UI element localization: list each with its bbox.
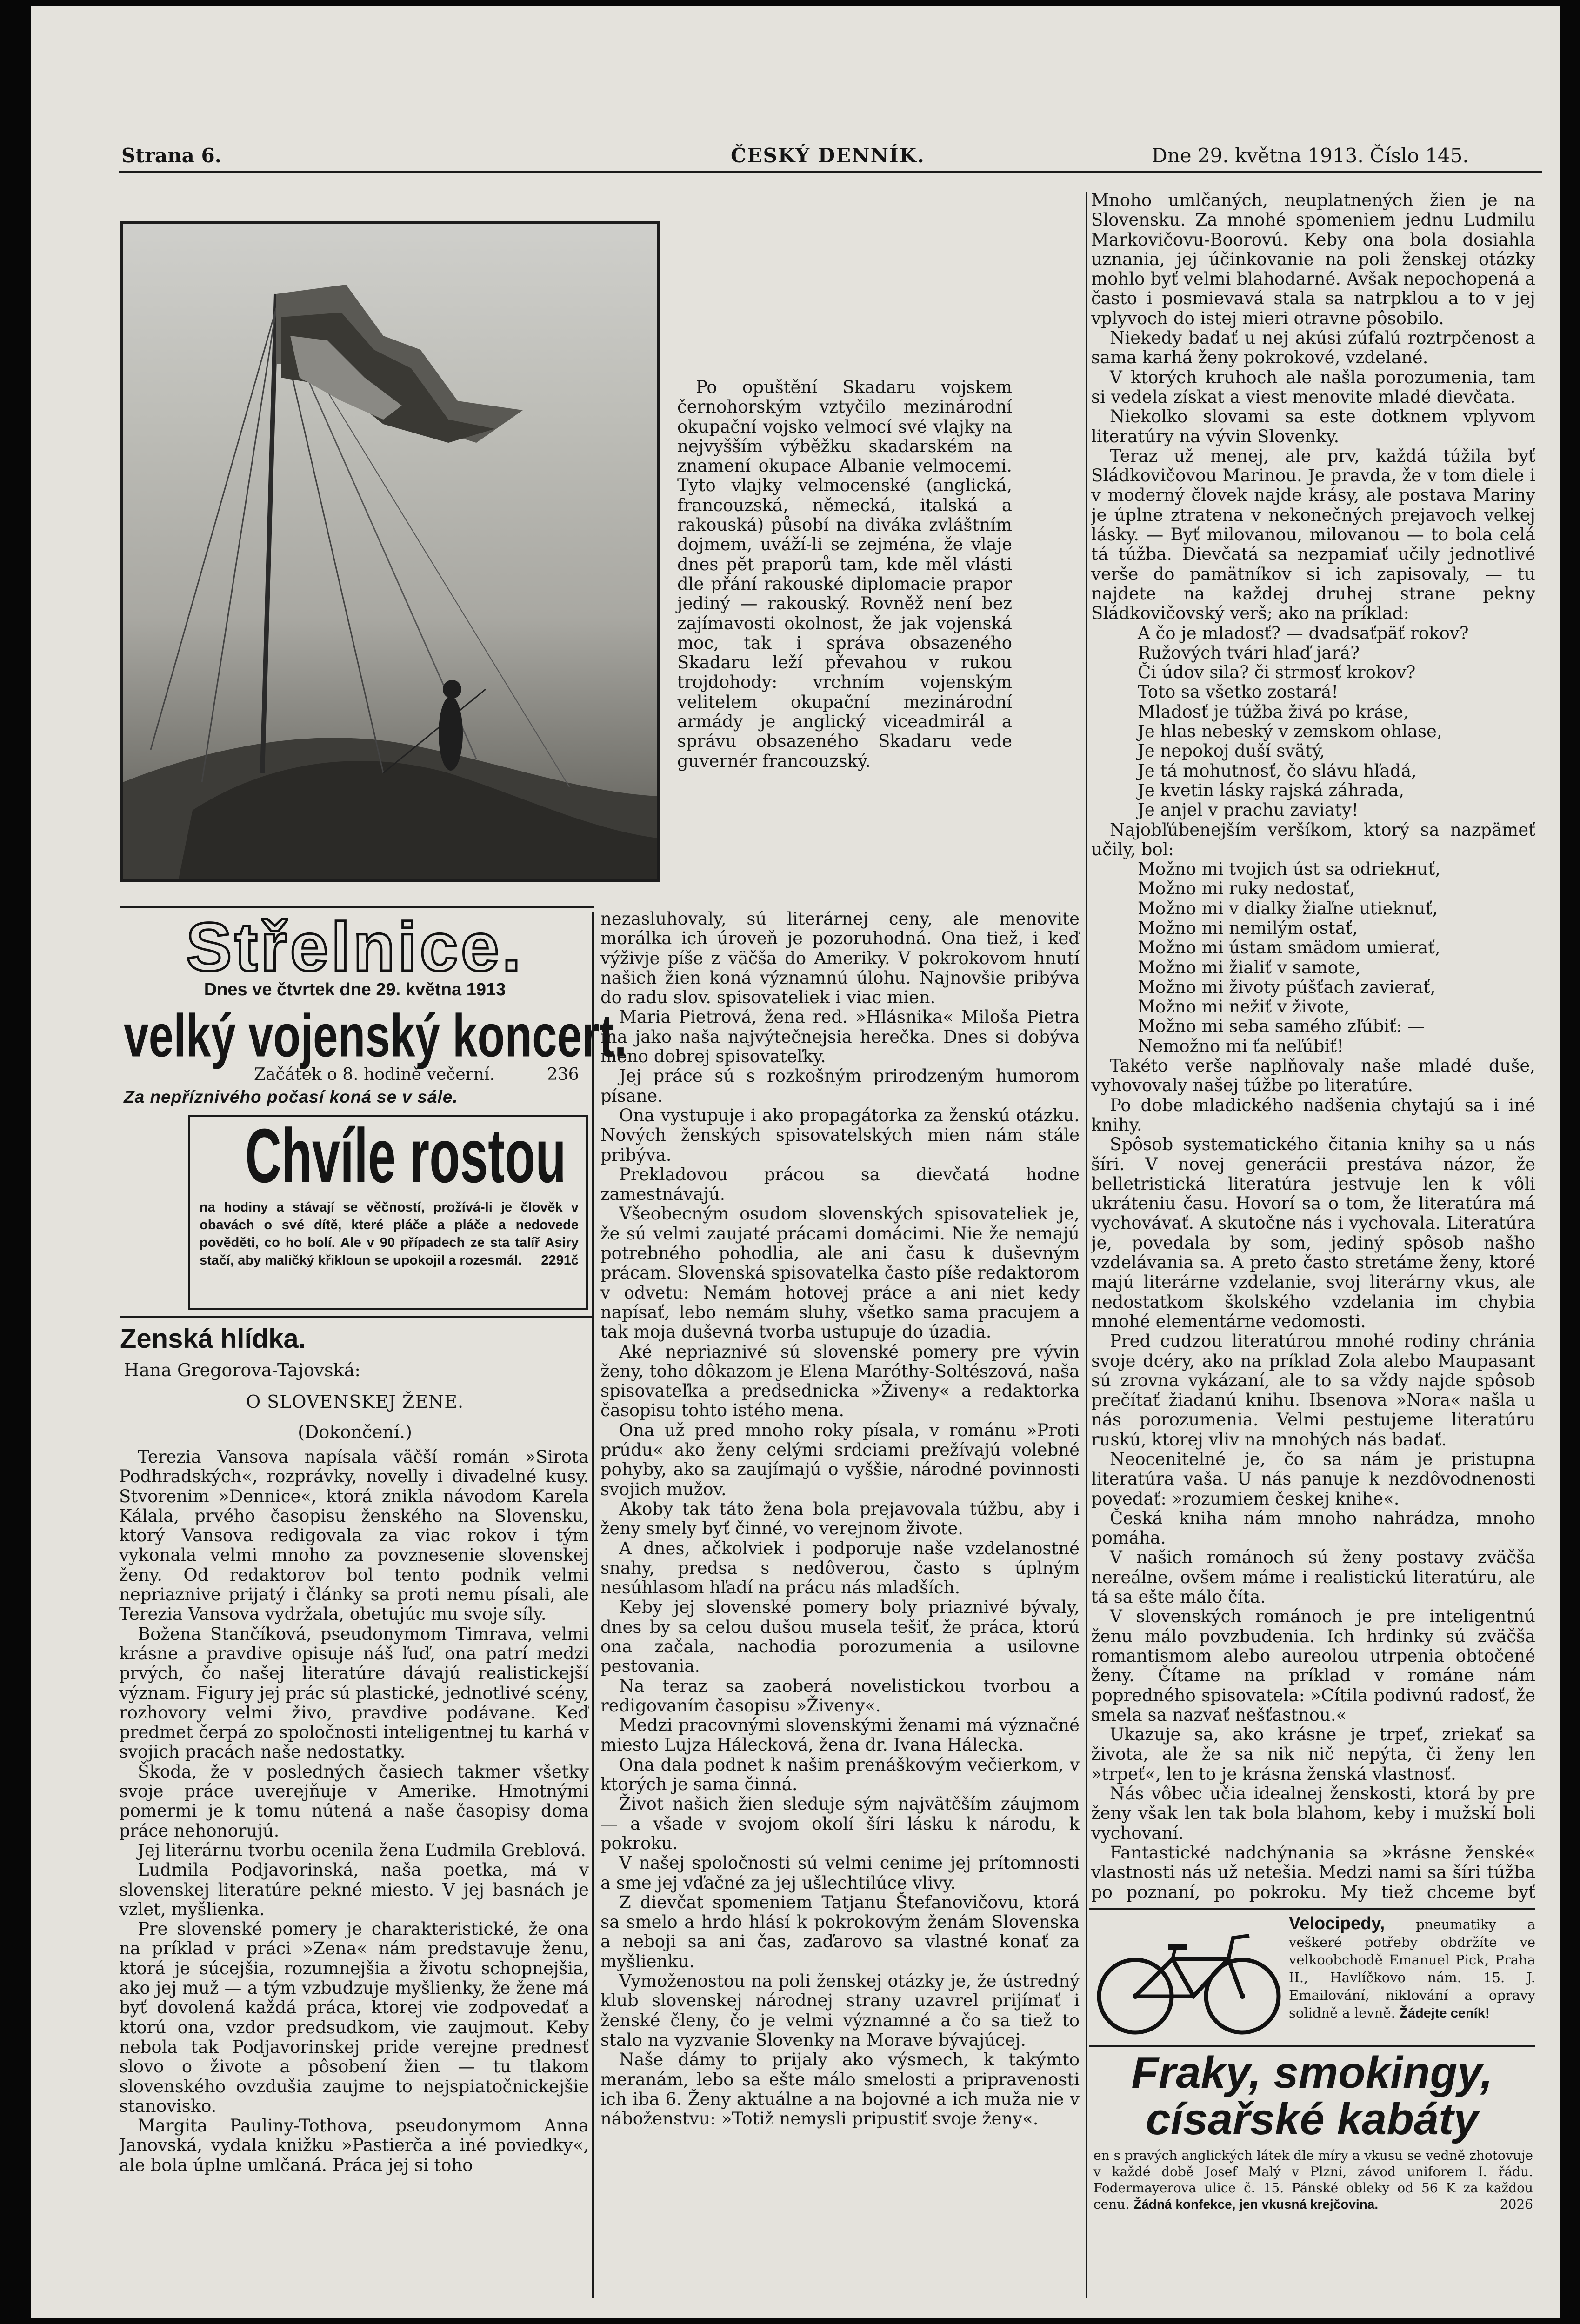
col2-paragraph: Akoby tak táto žena bola prejavovala túžbu, aby i ženy smely byť činné, vo verejnom živote. <box>600 1498 1080 1539</box>
strelnice-title: Střelnice. <box>186 909 524 986</box>
poem-line: Možno mi tvojich úst sa odriekнuť, <box>1138 859 1441 879</box>
poem-mozno <box>1091 859 1535 1056</box>
col3-paragraph: Najobľúbenejším veršíkom, ktorý sa nazpämeť učily, bol: <box>1091 819 1535 859</box>
col2-paragraph: Jej práce sú s rozkošným prirodzeným humorom písane. <box>600 1066 1080 1106</box>
col1-paragraph: Božena Stančíková, pseudonymom Timrava, velmi krásne a pravdive opisuje náš ľuď, ona patrí medzi prvých, čo našej literatúre dávajú realistickejší význam. Figury jej prác sú plastické, jednotlivé scény, rozhovory velmi živo, pravdive podávane. Keď predmet čerpá zo spoločnosti inteligentnej tu karhá v svojich pracách naše nedostatky. <box>119 1624 589 1762</box>
article-column-1 <box>119 1447 589 2298</box>
col2-paragraph: Na teraz sa zaoberá novelistickou tvorbou a redigovaním časopisu »Živeny«. <box>600 1676 1080 1716</box>
frak-ad-number: 2026 <box>1500 2197 1533 2212</box>
col3-paragraph: Takéto verše naplňovaly naše mladé duše, vyhovovaly našej túžbe po literatúre. <box>1091 1056 1535 1096</box>
frak-ad-footer: Žádná konfekce, jen vkusná krejčovina. <box>1133 2197 1379 2211</box>
poem-line: Ružových tvári hlaď jará? <box>1138 642 1360 663</box>
col2-paragraph: Maria Pietrová, žena red. »Hlásnika« Miloša Pietra ina jako naša najvýtečnejsia herečka. Dnes si dobýva meno dobrej spisovateľky. <box>600 1007 1080 1067</box>
frak-headline-1: Fraky, smokingy, <box>1131 2048 1493 2098</box>
frak-ad-body: en s pravých anglických látek dle míry a vkusu se vedně zhotovuje v každé době Josef Malý v Plzni, závod uniforem I. řádu. Fodermayerova ulice č. 15. Pánské obleky od 56 K za každou cenu. <box>1093 2148 1533 2212</box>
col2-paragraph: V našej spoločnosti sú velmi cenime jej prítomnosti a sme jej vďačné za jej ušlechtilúce vlivy. <box>600 1853 1080 1893</box>
flags-on-hill-image <box>123 224 657 879</box>
flag-photo <box>120 221 660 882</box>
bicycle-ad-cta: Žádejte ceník! <box>1400 2006 1490 2021</box>
col1-paragraph: Margita Pauliny-Tothova, pseudonymom Anna Janovská, vydala knižku »Pastierča a iné poviedky«, ale bola úplne umlčaná. Práca jej si toho <box>119 2116 589 2175</box>
col3-paragraph: Ukazuje sa, ako krásne je trpeť, zriekať sa života, ale že sa nik nič nepýta, či ženy len »trpeť«, len to je krásna ženská vlastnosť. <box>1091 1725 1535 1784</box>
poem-line: Možno mi žialiť v samote, <box>1138 957 1361 978</box>
col2-paragraph: Prekladovou prácou sa dievčatá hodne zamestnávajú. <box>600 1164 1080 1205</box>
col2-paragraph: Ona už pred mnoho roky písala, v románu »Proti prúdu« ako ženy celými srdciami prežívajú volebné pohyby, ako sa zaujímajú o vyššie, národné povinnosti svojich mužov. <box>600 1420 1080 1499</box>
poem-line: Mladosť je túžba živá po kráse, <box>1138 701 1409 722</box>
photo-caption <box>677 378 1012 771</box>
col1-paragraph: Terezia Vansova napísala väčší román »Sirota Podhradských«, rozprávky, novelly i divadelné kusy. Stvorenim »Dennice«, ktorá znikla návodom Karela Kálala, prvého časopisu ženského na Slovensku, ktorý Vansova redigovala za viac rokov i tým vykonala velmi mnoho za povznesenie slovenskej ženy. Od redaktorov bol tento podnik velmi nepriaznive prijatý i články sa proti nemu písali, ale Terezia Vansova vydržala, obetujúc mu svoje síly. <box>119 1447 589 1625</box>
bicycle-ad-rule <box>1089 1908 1535 1910</box>
col2-paragraph: Naše dámy to prijaly ako výsmech, k takýmto meranám, lebo sa ešte málo smelosti a pripravenosti ich iba 6. Ženy aktuálne a na bojovné a ich muža nie v náboženstvu: »Totiž nemysli pripustiť svoje ženy«. <box>600 2050 1080 2129</box>
poem-line: Možno mi nemilým ostať, <box>1138 918 1358 938</box>
poem-line: Možno mi seba samého zľúbiť: — <box>1138 1016 1425 1037</box>
col2-paragraph: Medzi pracovnými slovenskými ženami má význačné miesto Lujza Hálecková, žena dr. Ivana Hálecka. <box>600 1715 1080 1755</box>
strelnice-headline: velký vojenský koncert. <box>124 1002 627 1070</box>
column-rule-right <box>1086 192 1087 2298</box>
col3-paragraph: Spôsob systematického čitania knihy sa u nás šíri. V novej generácii prestáva názor, že belletristická literatúra jestvuje len k vôli ukráteniu času. Hovorí sa o tom, že literatúra má vychovávať. A skutočne nás i vychovala. Literatúra je, povedala by som, jediný spôsob našho vzdelávania sa. A preto často stretáme ženy, ktoré majú literárne vzdelanie, svoj literárny vkus, ale nedostatkom školského vzdelania im chybia mnohé elementárne vedomosti. <box>1091 1134 1535 1332</box>
col2-paragraph: Vymoženostou na poli ženskej otázky je, že ústredný klub slovenskej národnej strany uzavrel prijímať i ženské členy, čo je velmi významné a čo sa tiež to stalo na vyzvanie Slovenky na Morave bývajúcej. <box>600 1971 1080 2050</box>
col3-paragraph: Niekedy badať u nej akúsi zúfalú roztrpčenost a sama karhá ženy pokrokové, vzdelané. <box>1091 328 1535 368</box>
col2-paragraph: nezasluhovaly, sú literárnej ceny, ale menovite morálka ich úroveň je pozoruhodná. Ona tiež, i keď výživje píše z väčša do Ameriky. V pokrokovom hnutí našich žien koná významnú úlohu. Najnovšie pribýva do radu slov. spisovateliek i viac mien. <box>600 909 1080 1008</box>
strelnice-start-time: Začátek o 8. hodině večerní. <box>254 1065 495 1084</box>
header-rule <box>119 171 1542 173</box>
col2-paragraph: Aké nepriaznivé sú slovenské pomery pre vývin ženy, toho dôkazom je Elena Maróthy-Soltészová, naša spisovateľka a predsednicka »Živeny« a redaktorka časopisu tohto istého mena. <box>600 1341 1080 1421</box>
col2-paragraph: Z dievčat spomeniem Tatjanu Štefanovičovu, ktorá sa smelo a hrdo hlásí k pokrokovým ženám Slovenska a neboji sa ani čas, zaďarovo sa vlastné konať za myšlienku. <box>600 1892 1080 1971</box>
strelnice-ad-number: 236 <box>547 1065 579 1084</box>
poem-line: Je tá mohutnosť, čo slávu hľadá, <box>1138 760 1417 781</box>
col3-paragraph: V ktorých kruhoch ale našla porozumenia, tam si vedela získat a viest menovite mladé dievčata. <box>1091 367 1535 407</box>
col1-paragraph: Jej literárnu tvorbu ocenila žena Ľudmila Greblová. <box>138 1840 586 1860</box>
poem-line: Je hlas nebeský v zemskom ohlase, <box>1138 721 1442 742</box>
poem-line: Možno mi nežiť v živote, <box>1138 997 1350 1017</box>
chvile-headline: Chvíle rostou <box>245 1112 567 1199</box>
bicycle-icon <box>1093 1917 1284 2038</box>
section-title: Zenská hlídka. <box>120 1324 306 1354</box>
article-column-3 <box>1091 191 1535 1902</box>
poem-line: Toto sa všetko zostará! <box>1138 682 1339 702</box>
poem-line: A čo je mladosť? — dvadsaťpäť rokov? <box>1138 623 1469 643</box>
article-author: Hana Gregorova-Tajovská: <box>124 1360 361 1380</box>
caption-text: Po opuštění Skadaru vojskem černohorským vztyčilo mezinárodní okupační vojsko velmocí své vlajky na nejvyšším výběžku skadarském na znamení okupace Albanie velmocemi. Tyto vlajky velmocenské (anglická, francouzská, německá, italská a rakouská) působí na diváka zvláštním dojmem, uváží-li se zejména, že vlaje dnes pět praporů tam, kde měl vlásti dle přání rakouské diplomacie prapor jediný — rakouský. Rovněž není bez zajímavosti okolnost, že jak vojenská moc, tak i správa obsazeného Skadaru leží převahou v rukou trojdohody: vrchním vojenským velitelem okupační mezinárodní armády je anglický viceadmirál a správu obsazeného Skadaru vede guvernér francouzský. <box>677 377 1012 771</box>
poem-mladost <box>1091 624 1535 820</box>
frak-ad-text <box>1093 2147 1533 2212</box>
col1-paragraph: Ludmila Podjavorinská, naša poetka, má v slovenskej literatúre pekné miesto. V jej basnách je vzlet, myšlienka. <box>119 1860 589 1919</box>
col2-paragraph: Život našich žien sleduje sým najvätčším záujmom — a všade v svojom okolí šíri lásku k národu, k pokroku. <box>600 1794 1080 1853</box>
date-issue: Dne 29. května 1913. Číslo 145. <box>1152 144 1469 167</box>
chvile-body <box>200 1199 579 1269</box>
col1-paragraph: Škoda, že v posledných časiech takmer všetky svoje práce uverejňuje v Amerike. Hmotnými pomermi je k tomu nútená a naše časopisy doma práce nehonorujú. <box>119 1761 589 1841</box>
article-title: O SLOVENSKEJ ŽENE. <box>246 1392 464 1412</box>
frak-ad-rule <box>1089 2045 1535 2047</box>
chvile-rostou-ad <box>188 1112 588 1310</box>
strelnice-date-line: Dnes ve čtvrtek dne 29. května 1913 <box>204 980 506 999</box>
chvile-body-text: na hodiny a stávají se věčností, prožívá-li je člověk v obavách o své dítě, které pláče a pláče a nedovede pověděti, co ho bolí. Ale v 90 případech ze sta talíř Asiry stačí, aby maličký křikloun se upokojil a rozesmál. <box>200 1200 579 1268</box>
col3-paragraph: Fantastické nadchýnania sa »krásne ženské« vlastnosti nás už netešia. Medzi nami sa šíri túžba po poznaní, po pokroku. My tiež chceme byť <box>1091 1842 1535 1902</box>
bicycle-ad-lead: Velocipedy, <box>1289 1914 1385 1933</box>
poem-line: Možno mi ústam smädom umierať, <box>1138 938 1440 958</box>
col2-paragraph: Ona dala podnet k našim prenáškovým večierkom, v ktorých je sama činná. <box>600 1754 1080 1795</box>
bicycle-ad-body: pneumatiky a veškeré potřeby obdržíte ve velkoobchodě Emanuel Pick, Praha II., Havlíčkovo nám. 15. J. Emailování, niklování a opravy solidně a levně. <box>1289 1917 1536 2021</box>
article-column-2 <box>600 909 1080 2300</box>
page-number: Strana 6. <box>121 144 222 167</box>
article-subtitle: (Dokončení.) <box>298 1422 412 1442</box>
poem-line: Nemožno mi ťa neľúbiť! <box>1138 1036 1344 1056</box>
column-rule-left <box>592 912 594 2298</box>
col2-paragraph: Keby jej slovenské pomery boly priaznivé bývaly, dnes by sa celou dušou musela tešiť, že práca, ktorú ona začala, nachodia porozumenia a usilovne pestovania. <box>600 1597 1080 1677</box>
poem-line: Je anjel v prachu zaviaty! <box>1138 800 1359 820</box>
col1-paragraph: Pre slovenské pomery je charakteristické, že ona na príklad v práci »Zena« nám predstavuje ženu, ktorá je súcejšia, rozumnejšia a životu schopnejšia, ako jej muž — a tým vzbudzuje myšlienky, že žene má byť dovolená každá práca, ktorej vie zodpovedať a ktorú ona, vzdor predsudkom, vie zaujmout. Keby nebola tak Podjavorinskej pride verejne prednesť slovo o živote a pôsobení žien — tu tlakom slovenského ovzdušia zaujme to nejspiatočnickejšie stanovisko. <box>119 1919 589 2116</box>
col3-paragraph: Mnoho umlčaných, neuplatnených žien je na Slovensku. Za mnohé spomeniem jednu Ludmilu Markovičovu-Boorovú. Keby ona bola dosiahla uznania, jej účinkovanie na poli ženskej otázky mohlo byť velmi blahodarné. Avšak nepochopená a často i posmievavá stala sa natrpklou a to v jej vplyvoch do istej mieri otravne pôsobilo. <box>1091 191 1535 328</box>
strelnice-weather-note: Za nepříznivého počasí koná se v sále. <box>124 1087 458 1106</box>
col3-paragraph: V slovenských románoch je pre inteligentnú ženu málo povzbudenia. Ich hrdinky sú zväčša romantismom alebo aureolou utrpenia obtočené ženy. Čítame na príklad v románe nám popredného spisovatela: »Cítila podivnú radosť, že smela sa nazvať nešťastnou.« <box>1091 1606 1535 1725</box>
bicycle-ad-text <box>1289 1915 1535 2022</box>
chvile-ad-number: 2291č <box>541 1253 579 1268</box>
frak-headline-2: císařské kabáty <box>1146 2094 1479 2144</box>
col2-paragraph: Ona vystupuje i ako propagátorka za ženskú otázku. Nových ženských spisovatelských mien nám stále pribýva. <box>600 1105 1080 1165</box>
col3-paragraph: V našich románoch sú ženy postavy zväčša nereálne, ovšem máme i realistickú literatúru, ale tá sa ešte málo číta. <box>1091 1547 1535 1607</box>
ad-rule-bottom <box>120 1316 594 1318</box>
col3-paragraph: Niekolko slovami sa este dotknem vplyvom literatúry na vývin Slovenky. <box>1091 406 1535 446</box>
newspaper-page <box>31 6 1560 2318</box>
col3-paragraph: Nás vôbec učia idealnej ženskosti, ktorá by pre ženy však len tak bola blahom, keby i mužskí boli vychovaní. <box>1091 1784 1535 1843</box>
col3-paragraph: Česká kniha nám mnoho nahrádza, mnoho pomáha. <box>1091 1508 1535 1548</box>
poem-line: Možno mi v dialky žiaľne utieknuť, <box>1138 898 1438 919</box>
col3-paragraph: Teraz už menej, ale prv, každá túžila byť Sládkovičovou Marinou. Je pravda, že v tom diele i v moderný človek najde krásy, ale postava Mariny je úplne ztratena v nekonečných prejavoch velkej lásky. — Byť milovanou, milovanou — to bola celá tá túžba. Dievčatá sa nezpamiať učily jednotlivé verše do pamätníkov si ich zapisovaly, — tu najdete na každej druhej strane pekny Sládkovičovský verš; ako na príklad: <box>1091 446 1535 624</box>
poem-line: Možno mi ruky nedostať, <box>1138 879 1355 899</box>
poem-line: Možno mi životy púšťach zavierať, <box>1138 977 1436 997</box>
poem-line: Je nepokoj duší svätý, <box>1138 741 1325 761</box>
col3-paragraph: Pred cudzou literatúrou mnohé rodiny chránia svoje dcéry, ako na príklad Zola alebo Maupasant sú zrovna vykázaní, ale to sa vždy najde spôsob prečítať žiadanú knihu. Ibsenova »Nora« našla u nás porozumenia. Velmi pestujeme literatúru ruskú, ktorej vliv na mnohých nás badať. <box>1091 1331 1535 1450</box>
masthead: ČESKÝ DENNÍK. <box>731 144 925 167</box>
col2-paragraph: Všeobecným osudom slovenských spisovateliek je, že sú velmi zaujaté prácami domácimi. Nie že nemajú potrebného pohodlia, ale ani času k duševným prácam. Slovenská spisovatelka často píše redaktorom v odvetu: Nemám hotovej práce a ani niet kedy napísať, lebo nemám sluhy, všetko sama pracujem a tak moja duševná tvorba ustupuje do úzadia. <box>600 1204 1080 1342</box>
col3-paragraph: Po dobe mladického nadšenia chytajú sa i iné knihy. <box>1091 1095 1535 1135</box>
poem-line: Či údov sila? či strmosť krokov? <box>1138 662 1416 683</box>
bicycle-illustration <box>1093 1917 1284 2038</box>
poem-line: Je kvetin lásky rajská záhrada, <box>1138 780 1405 800</box>
col3-paragraph: Neocenitelné je, čo sa nám je pristupna literatúra vaša. U nás panuje k nezdôvodnenosti povedať: »rozumiem českej knihe«. <box>1091 1449 1535 1509</box>
col2-paragraph: A dnes, ačkolviek i podporuje naše vzdelanostné snahy, predsa s nedôverou, často s úplným nesúhlasom hľadí na prácu nás mladších. <box>600 1538 1080 1598</box>
